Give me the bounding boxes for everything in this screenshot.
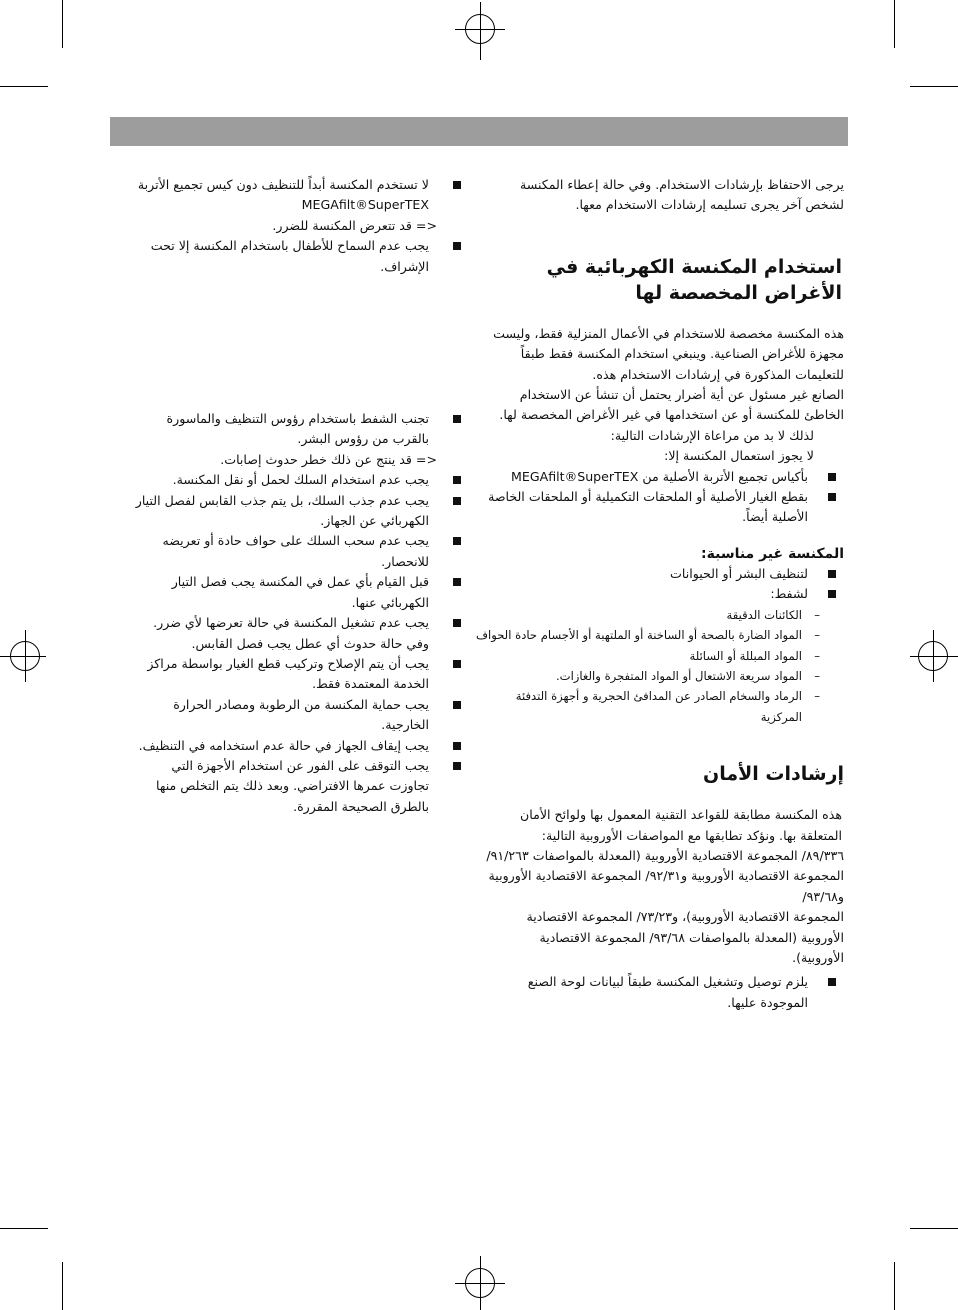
bullet-square-icon xyxy=(828,473,836,481)
crop-mark xyxy=(0,1228,48,1229)
heading-safety: إرشادات الأمان xyxy=(702,763,844,786)
list-item: – المواد سريعة الاشتعال أو المواد المتفجرة والغازات. xyxy=(484,666,844,686)
bullet-square-icon xyxy=(453,619,461,627)
header-bar xyxy=(110,117,848,146)
left-supervision-list xyxy=(133,236,471,277)
heading-unsuitable: المكنسة غير مناسبة: xyxy=(701,545,844,562)
list-item: يلزم توصيل وتشغيل المكنسة طبقاً لبيانات لوحة الصنع الموجودة عليها. xyxy=(484,972,844,1013)
safety-text: هذه المكنسة مطابقة للقواعد التقنية المعمول بها ولوائح الأمان المتعلقة بها. ونؤكد تطابقها مع المواصفات الأوروبية التالية: xyxy=(520,807,842,843)
crop-mark xyxy=(894,1262,895,1310)
bullet-square-icon xyxy=(453,181,461,189)
list-item: لتنظيف البشر أو الحيوانات xyxy=(484,564,844,584)
list-item: يجب عدم السماح للأطفال باستخدام المكنسة إلا تحت الإشراف. xyxy=(133,236,471,277)
list-item: يجب التوقف على الفور عن استخدام الأجهزة التي تجاوزت عمرها الافتراضي. وبعد ذلك يتم التخلص منها بالطرق الصحيحة المقررة. xyxy=(133,756,471,817)
left-main-bullet-list-2 xyxy=(133,470,471,817)
list-item: لشفط: xyxy=(484,584,844,604)
bullet-square-icon xyxy=(453,476,461,484)
dash-marker-icon: – xyxy=(814,648,820,663)
bullet-square-icon xyxy=(453,701,461,709)
bullet-square-icon xyxy=(828,493,836,501)
bullet-square-icon xyxy=(453,537,461,545)
use-bullet-list xyxy=(484,467,844,528)
crop-mark xyxy=(0,86,48,87)
bullet-square-icon xyxy=(453,497,461,505)
crop-mark xyxy=(894,0,895,48)
dash-marker-icon: – xyxy=(814,607,820,622)
only-use-text: لا يجوز استعمال المكنسة إلا: xyxy=(664,448,814,464)
list-item: – الكائنات الدقيقة xyxy=(484,605,844,625)
list-item: – المواد المبللة أو السائلة xyxy=(484,646,844,666)
bullet-square-icon xyxy=(828,570,836,578)
list-item: يجب أن يتم الإصلاح وتركيب قطع الغيار بواسطة مراكز الخدمة المعتمدة فقط. xyxy=(133,654,471,695)
list-item: يجب إيقاف الجهاز في حالة عدم استخدامه في التنظيف. xyxy=(133,736,471,756)
intro-text: يرجى الاحتفاظ بإرشادات الاستخدام. وفي حالة إعطاء المكنسة لشخص آخر يجرى تسليمه إرشادات الاستخدام معها. xyxy=(519,177,844,213)
unsuitable-bullet-list xyxy=(484,564,844,605)
follow-instructions-text: لذلك لا بد من مراعاة الإرشادات التالية: xyxy=(610,427,814,443)
liability-text: الصانع غير مسئول عن أية أضرار يحتمل أن تنشأ عن الاستخدام الخاطئ للمكنسة أو عن استخدامها في غير الأغراض المخصصة لها. xyxy=(499,387,844,423)
bullet-square-icon xyxy=(453,578,461,586)
crop-mark xyxy=(62,0,63,48)
right-column xyxy=(475,175,844,1013)
list-item: – المواد الضارة بالصحة أو الساخنة أو الملتهبة أو الأجسام حادة الحواف xyxy=(462,625,844,645)
crop-mark xyxy=(910,1228,958,1229)
unsuitable-dash-list xyxy=(475,605,844,727)
dash-marker-icon: – xyxy=(814,628,820,643)
safety-ref-1: ٨٩/٣٣٦/ المجموعة الاقتصادية الأوروبية (المعدلة بالمواصفات ٩١/٢٦٣/المجموعة الاقتصادية الأوروبية و٩٢/٣١/ المجموعة الاقتصادية الأوروبية و٩٣/٦٨/ xyxy=(486,847,844,904)
list-item: يجب عدم تشغيل المكنسة في حالة تعرضها لأي ضرر. وفي حالة حدوث أي عطل يجب فصل القابس. xyxy=(133,613,471,654)
crop-mark xyxy=(62,1262,63,1310)
list-item: يجب عدم سحب السلك على حواف حادة أو تعريضه للانحصار. xyxy=(133,531,471,572)
list-item: يجب عدم استخدام السلك لحمل أو نقل المكنسة. xyxy=(133,470,471,490)
list-item: لا تستخدم المكنسة أبداً للتنظيف دون كيس تجميع الأتربة MEGAfilt®SuperTEX xyxy=(133,175,471,216)
left-column xyxy=(133,175,471,817)
damage-note: <= قد تتعرض المكنسة للضرر. xyxy=(272,217,437,233)
bullet-square-icon xyxy=(828,978,836,986)
bullet-square-icon xyxy=(828,590,836,598)
injury-note: <= قد ينتج عن ذلك خطر حدوث إصابات. xyxy=(220,451,437,467)
bullet-square-icon xyxy=(453,762,461,770)
safety-bullet-list xyxy=(484,972,844,1013)
crop-mark xyxy=(910,86,958,87)
list-item: قبل القيام بأي عمل في المكنسة يجب فصل التيار الكهربائي عنها. xyxy=(133,572,471,613)
intended-use-text: هذه المكنسة مخصصة للاستخدام في الأعمال المنزلية فقط، وليست مجهزة للأغراض الصناعية. وينبغي استخدام المكنسة فقط طبقاً للتعليمات المذكورة في إرشادات الاستخدام هذه. xyxy=(493,325,844,382)
left-main-bullet-list xyxy=(133,409,471,450)
bullet-square-icon xyxy=(453,415,461,423)
safety-ref-2: المجموعة الاقتصادية الأوروبية)، و٧٣/٢٣/ المجموعة الاقتصادية الأوروبية (المعدلة بالمواصفات ٩٣/٦٨/ المجموعة الاقتصادية الأوروبية). xyxy=(526,909,844,965)
list-item: تجنب الشفط باستخدام رؤوس التنظيف والماسورة بالقرب من رؤوس البشر. xyxy=(133,409,471,450)
list-item: يجب حماية المكنسة من الرطوبة ومصادر الحرارة الخارجية. xyxy=(133,695,471,736)
dash-marker-icon: – xyxy=(814,668,820,683)
heading-intended-use: استخدام المكنسة الكهربائية في الأغراض المخصصة لها xyxy=(546,255,842,304)
list-item: – الرماد والسخام الصادر عن المدافئ الحجرية و أجهزة التدفئة المركزية xyxy=(484,686,844,727)
list-item: بأكياس تجميع الأتربة الأصلية من MEGAfilt®SuperTEX xyxy=(484,467,844,487)
list-item: بقطع الغيار الأصلية أو الملحقات التكميلية أو الملحقات الخاصة الأصلية أيضاً. xyxy=(484,487,844,528)
bullet-square-icon xyxy=(453,742,461,750)
dash-marker-icon: – xyxy=(814,689,820,704)
bullet-square-icon xyxy=(453,660,461,668)
left-top-bullet-list xyxy=(133,175,471,216)
list-item: يجب عدم جذب السلك، بل يتم جذب القابس لفصل التيار الكهربائي عن الجهاز. xyxy=(133,491,471,532)
bullet-square-icon xyxy=(453,242,461,250)
